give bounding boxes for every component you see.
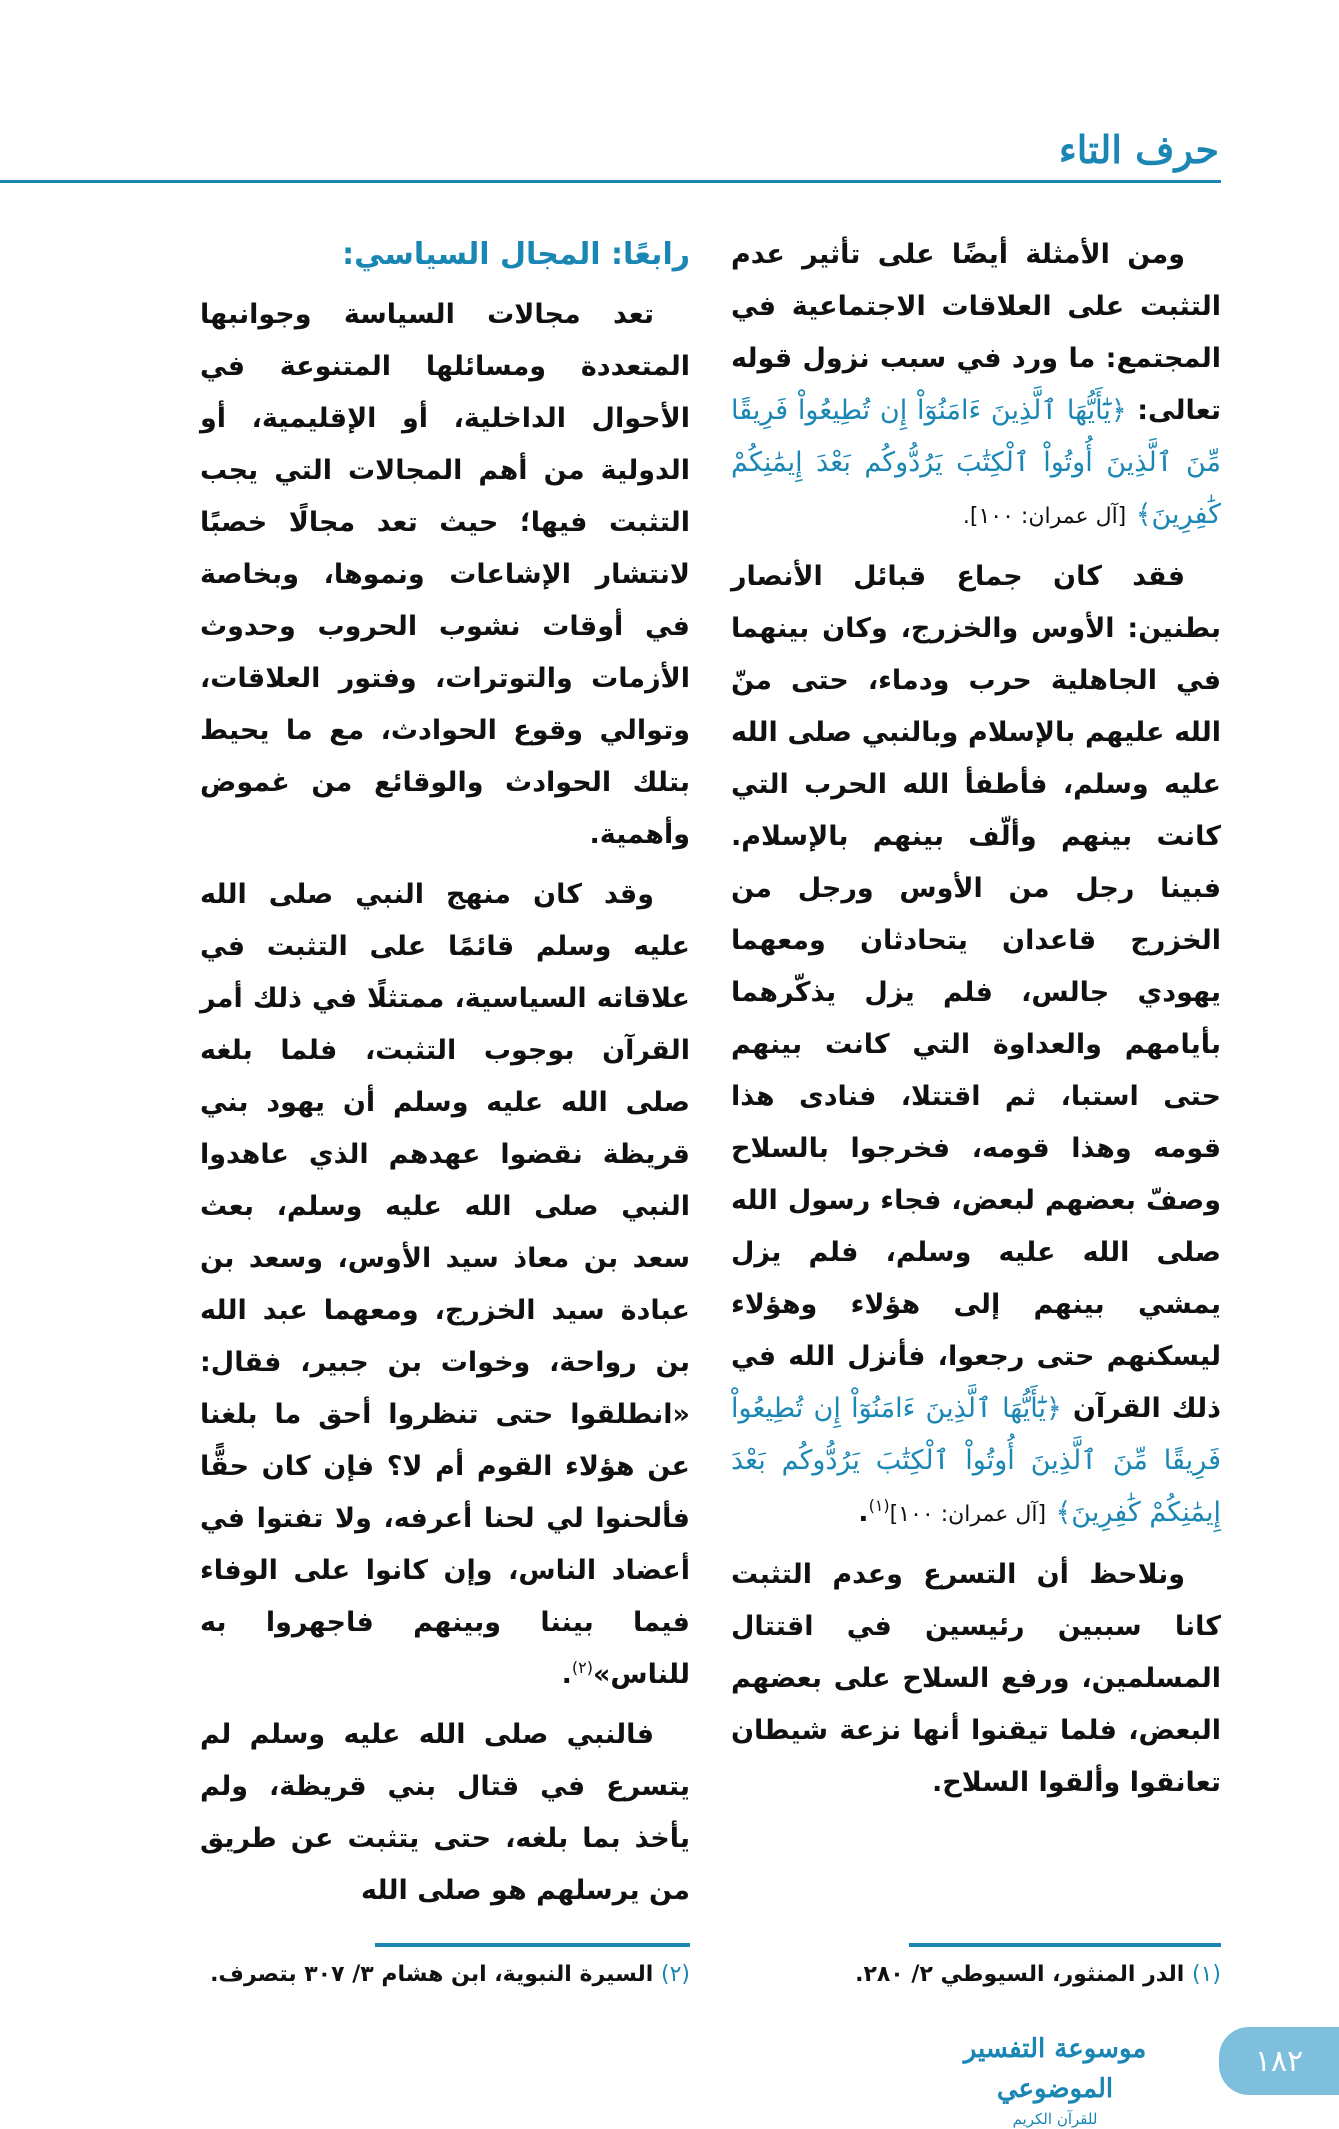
encyclopedia-logo [930, 2029, 1180, 2128]
footnotes [200, 1943, 1221, 1991]
footnote-marker[interactable]: (٢) [571, 1658, 593, 1677]
logo-title: موسوعة التفسير الموضوعي [963, 2034, 1147, 2104]
paragraph-text: فقد كان جماع قبائل الأنصار بطنين: الأوس والخزرج، وكان بينهما في الجاهلية حرب ودماء، حتى منّ الله عليهم بالإسلام وبالنبي صلى الله عليه وسلم، فأطفأ الله الحرب التي كانت بينهم وألّف بينهم بالإسلام. فبينا رجل من الأوس ورجل من الخزرج قاعدان يتحادثان ومعهما يهودي جالس، فلم يزل يذكّرهما بأيامهم والعداوة التي كانت بينهم حتى استبا، ثم اقتتلا، فنادى هذا قومه وهذا قومه، فخرجوا بالسلاح وصفّ بعضهم لبعض، فجاء رسول الله صلى الله عليه وسلم، فلم يزل يمشي بينهم إلى هؤلاء وهؤلاء ليسكنهم حتى رجعوا، فأنزل الله في ذلك القرآن [731, 561, 1221, 1424]
footnote-2 [200, 1959, 690, 1991]
page-header [0, 0, 1339, 185]
footnote-text: السيرة النبوية، ابن هشام ٣/ ٣٠٧ بتصرف. [210, 1962, 654, 1987]
footnote-text: الدر المنثور، السيوطي ٢/ ٢٨٠. [855, 1962, 1185, 1987]
paragraph: تعد مجالات السياسة وجوانبها المتعددة ومسائلها المتنوعة في الأحوال الداخلية، أو الإقليمية، أو الدولية من أهم المجالات التي يجب التثبت فيها؛ حيث تعد مجالًا خصبًا لانتشار الإشاعات ونموها، وبخاصة في أوقات نشوب الحروب وحدوث الأزمات والتوترات، وفتور العلاقات، وتوالي وقوع الحوادث، مع ما يحيط بتلك الحوادث والوقائع من غموض وأهمية. [200, 299, 690, 850]
header-rule [0, 180, 1221, 183]
paragraph-text: وقد كان منهج النبي صلى الله عليه وسلم قائمًا على التثبت في علاقاته السياسية، ممتثلًا في ذلك أمر القرآن بوجوب التثبت، فلما بلغه صلى الله عليه وسلم أن يهود بني قريظة نقضوا عهدهم الذي عاهدوا النبي صلى الله عليه وسلم، بعث سعد بن معاذ سيد الأوس، وسعد بن عبادة سيد الخزرج، ومعهما عبد الله بن رواحة، وخوات بن جبير، فقال: «انطلقوا حتى تنظروا أحق ما بلغنا عن هؤلاء القوم أم لا؟ فإن كان حقًّا فألحنوا لي لحنا أعرفه، ولا تفتوا في أعضاد الناس، وإن كانوا على الوفاء فيما بيننا وبينهم فاجهروا به للناس» [200, 879, 690, 1690]
footnote-marker[interactable]: (١) [868, 1496, 890, 1515]
quran-verse: ﴿يَٰٓأَيُّهَا ٱلَّذِينَ ءَامَنُوٓاْ إِن تُطِيعُواْ فَرِيقًا مِّنَ ٱلَّذِينَ أُوتُواْ ٱلْكِتَٰبَ يَرُدُّوكُم بَعْدَ إِيمَٰنِكُمْ كَٰفِرِينَ﴾ [731, 395, 1221, 530]
paragraph: وقد كان منهج النبي صلى الله عليه وسلم قائمًا على التثبت في علاقاته السياسية، ممتثلًا في ذلك أمر القرآن بوجوب التثبت، فلما بلغه صلى الله عليه وسلم أن يهود بني قريظة نقضوا عهدهم الذي عاهدوا النبي صلى الله عليه وسلم، بعث سعد بن معاذ سيد الأوس، وسعد بن عبادة سيد الخزرج، ومعهما عبد الله بن رواحة، وخوات بن جبير، فقال: «انطلقوا حتى تنظروا أحق ما بلغنا عن هؤلاء القوم أم لا؟ فإن كان حقًّا فألحنوا لي لحنا أعرفه، ولا تفتوا في أعضاد الناس، وإن كانوا على الوفاء فيما بيننا وبينهم فاجهروا به للناس»$^{(٢)}$. [200, 879, 690, 1690]
verse-reference: [آل عمران: ١٠٠]. [962, 504, 1127, 529]
paragraph-text: ومن الأمثلة أيضًا على تأثير عدم التثبت على العلاقات الاجتماعية في المجتمع: ما ورد في سبب نزول قوله تعالى: [731, 239, 1221, 426]
footnote-cell [200, 1943, 690, 1991]
footnote-rule [909, 1943, 1221, 1947]
footnote-cell [731, 1943, 1221, 1991]
page-number: ١٨٢ [1219, 2027, 1339, 2095]
footnote-number: (١) [1191, 1962, 1221, 1987]
chapter-title: حرف التاء [1058, 127, 1219, 172]
quran-verse: ﴿يَٰٓأَيُّهَا ٱلَّذِينَ ءَامَنُوٓاْ إِن تُطِيعُواْ فَرِيقًا مِّنَ ٱلَّذِينَ أُوتُواْ ٱلْكِتَٰبَ يَرُدُّوكُم بَعْدَ إِيمَٰنِكُمْ كَٰفِرِينَ﴾ [731, 1393, 1221, 1528]
paragraph [731, 229, 1221, 543]
main-content [200, 229, 1221, 1925]
paragraph: ونلاحظ أن التسرع وعدم التثبت كانا سببين رئيسين في اقتتال المسلمين، ورفع السلاح على بعضهم البعض، فلما تيقنوا أنها نزعة شيطان تعانقوا وألقوا السلاح. [731, 1559, 1221, 1798]
section-heading: رابعًا: المجال السياسي: [342, 237, 690, 272]
paragraph: فالنبي صلى الله عليه وسلم لم يتسرع في قتال بني قريظة، ولم يأخذ بما بلغه، حتى يتثبت عن طريق من يرسلهم هو صلى الله [200, 1719, 690, 1906]
page-footer [0, 2027, 1339, 2128]
verse-reference: [آل عمران: ١٠٠] [889, 1502, 1047, 1527]
left-column [200, 229, 690, 1925]
footnote-1 [731, 1959, 1221, 1991]
logo-subtitle: للقرآن الكريم [1012, 2110, 1098, 2128]
paragraph: فقد كان جماع قبائل الأنصار بطنين: الأوس والخزرج، وكان بينهما في الجاهلية حرب ودماء، حتى منّ الله عليهم بالإسلام وبالنبي صلى الله عليه وسلم، فأطفأ الله الحرب التي كانت بينهم وألّف بينهم بالإسلام. فبينا رجل من الأوس ورجل من الخزرج قاعدان يتحادثان ومعهما يهودي جالس، فلم يزل يذكّرهما بأيامهم والعداوة التي كانت بينهم حتى استبا، ثم اقتتلا، فنادى هذا قومه وهذا قومه، فخرجوا بالسلاح وصفّ بعضهم لبعض، فجاء رسول الله صلى الله عليه وسلم، فلم يزل يمشي بينهم إلى هؤلاء وهؤلاء ليسكنهم حتى رجعوا، فأنزل الله في ذلك القرآن ﴿يَٰٓأَيُّهَا ٱلَّذِينَ ءَامَنُوٓاْ إِن تُطِيعُواْ فَرِيقًا مِّنَ ٱلَّذِينَ أُوتُواْ ٱلْكِتَٰبَ يَرُدُّوكُم بَعْدَ إِيمَٰنِكُمْ كَٰفِرِينَ﴾ [آل عمران: ١٠٠]$^{(١)}$. [731, 561, 1221, 1528]
footnote-rule [375, 1943, 690, 1947]
right-column [731, 229, 1221, 1817]
footnote-number: (٢) [660, 1962, 690, 1987]
